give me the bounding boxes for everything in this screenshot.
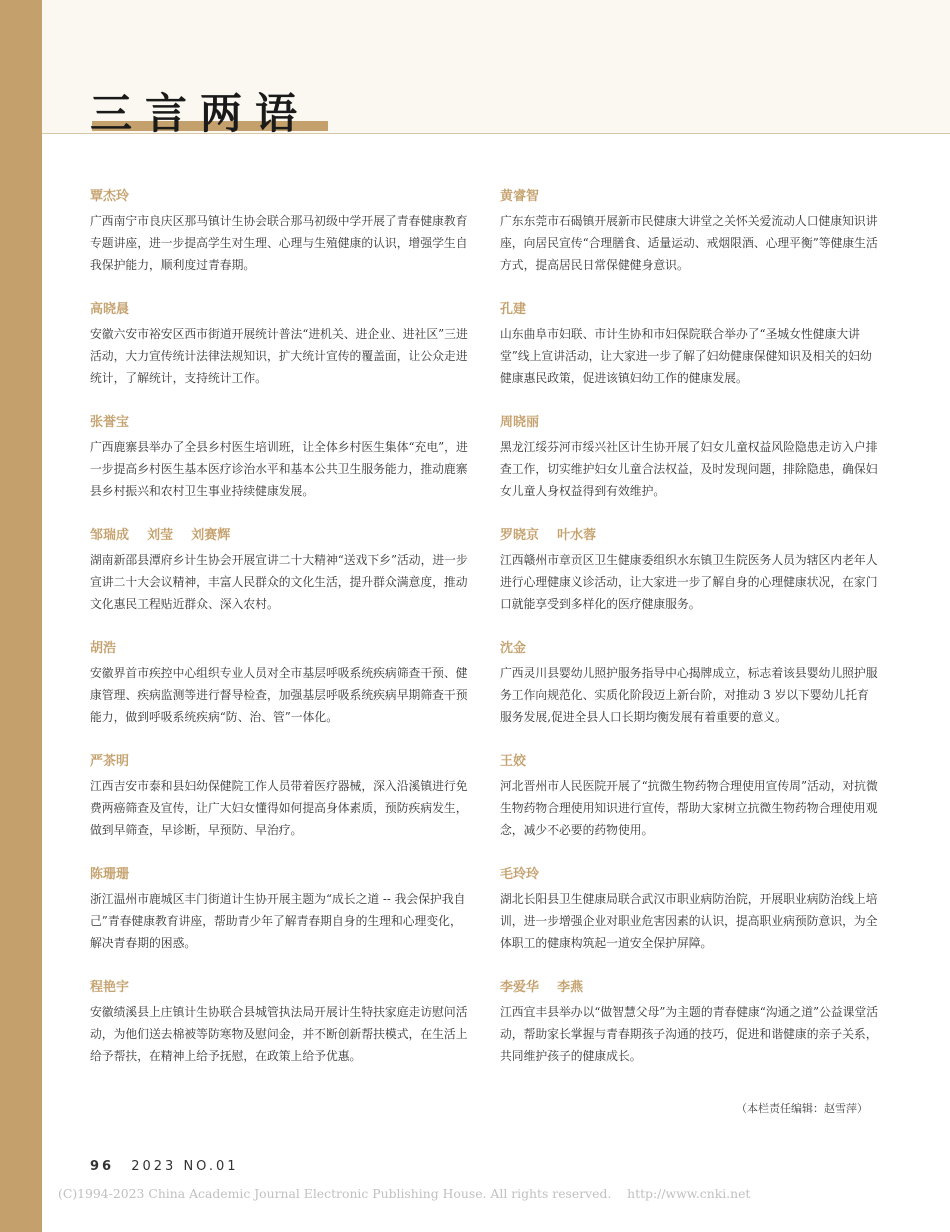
- news-entry: [90, 979, 470, 1092]
- news-entry: [90, 527, 470, 640]
- left-column: [90, 188, 470, 1092]
- entry-author: 罗晓京 叶水蓉: [500, 528, 597, 543]
- news-entry: [500, 640, 880, 753]
- entry-text: 黑龙江绥芬河市绥兴社区计生协开展了妇女儿童权益风险隐患走访入户排查工作，切实维护妇女儿童合法权益，及时发现问题，排除隐患，确保妇女儿童人身权益得到有效维护。: [500, 440, 878, 498]
- left-decorative-bar: [0, 0, 42, 1232]
- news-entry: [500, 866, 880, 979]
- news-entry: [90, 301, 470, 414]
- news-entry: [500, 753, 880, 866]
- entry-text: 江西赣州市章贡区卫生健康委组织水东镇卫生院医务人员为辖区内老年人进行心理健康义诊活动，让大家进一步了解自身的心理健康状况，在家门口就能享受到多样化的医疗健康服务。: [500, 553, 878, 611]
- entry-author: 李爱华 李燕: [500, 980, 584, 995]
- news-entry: [500, 979, 880, 1092]
- news-entry: [90, 753, 470, 866]
- entry-text: 山东曲阜市妇联、市计生协和市妇保院联合举办了“圣城女性健康大讲堂”线上宣讲活动，让大家进一步了解了妇幼健康保健知识及相关的妇幼健康惠民政策，促进该镇妇幼工作的健康发展。: [500, 327, 872, 385]
- news-entry: [90, 188, 470, 301]
- entry-author: 程艳宇: [90, 980, 130, 995]
- section-title: 三言两语: [90, 89, 311, 138]
- entry-text: 安徽界首市疾控中心组织专业人员对全市基层呼吸系统疾病筛查干预、健康管理、疾病监测等进行督导检查，加强基层呼吸系统疾病早期筛查干预能力，做到呼吸系统疾病“防、治、管”一体化。: [90, 666, 468, 724]
- news-entry: [500, 414, 880, 527]
- entry-text: 江西吉安市泰和县妇幼保健院工作人员带着医疗器械，深入沿溪镇进行免费两癌筛查及宣传，让广大妇女懂得如何提高身体素质，预防疾病发生，做到早筛查，早诊断，早预防、早治疗。: [90, 779, 468, 837]
- entry-author: 邹瑞成 刘莹 刘赛辉: [90, 528, 231, 543]
- entry-author: 沈金: [500, 641, 527, 656]
- entry-text: 安徽六安市裕安区西市街道开展统计普法“进机关、进企业、进社区”三进活动，大力宣传统计法律法规知识，扩大统计宣传的覆盖面，让公众走进统计，了解统计，支持统计工作。: [90, 327, 468, 385]
- entry-author: 高晓晨: [90, 302, 130, 317]
- entry-text: 湖南新邵县潭府乡计生协会开展宣讲二十大精神“送戏下乡”活动，进一步宣讲二十大会议精神，丰富人民群众的文化生活，提升群众满意度，推动文化惠民工程贴近群众、深入农村。: [90, 553, 468, 611]
- entry-text: 河北晋州市人民医院开展了“抗微生物药物合理使用宣传周”活动，对抗微生物药物合理使用知识进行宣传，帮助大家树立抗微生物药物合理使用观念，减少不必要的药物使用。: [500, 779, 878, 837]
- entry-text: 广西鹿寨县举办了全县乡村医生培训班，让全体乡村医生集体“充电”，进一步提高乡村医生基本医疗诊治水平和基本公共卫生服务能力，推动鹿寨县乡村振兴和农村卫生事业持续健康发展。: [90, 440, 468, 498]
- entry-text: 浙江温州市鹿城区丰门街道计生协开展主题为“成长之道 -- 我会保护我自己”青春健康教育讲座，帮助青少年了解青春期自身的生理和心理变化，解决青春期的困惑。: [90, 892, 466, 950]
- entry-author: 孔建: [500, 302, 527, 317]
- news-entry: [90, 866, 470, 979]
- entry-text: 安徽绩溪县上庄镇计生协联合县城管执法局开展计生特扶家庭走访慰问活动，为他们送去棉被等防寒物及慰问金，并不断创新帮扶模式，在生活上给予帮扶，在精神上给予抚慰，在政策上给予优惠。: [90, 1005, 468, 1063]
- page-footer: [90, 1158, 239, 1176]
- entry-text: 江西宜丰县举办以“做智慧父母”为主题的青春健康“沟通之道”公益课堂活动，帮助家长掌握与青春期孩子沟通的技巧，促进和谐健康的亲子关系，共同维护孩子的健康成长。: [500, 1005, 879, 1063]
- news-entry: [500, 527, 880, 640]
- entry-author: 黄睿智: [500, 189, 540, 204]
- copyright-watermark: (C)1994-2023 China Academic Journal Electronic Publishing House. All rights reserved. http://www.cnki.net: [58, 1186, 751, 1201]
- news-entry: [90, 414, 470, 527]
- news-entry: [500, 301, 880, 414]
- entry-text: 广东东莞市石碣镇开展新市民健康大讲堂之关怀关爱流动人口健康知识讲座，向居民宣传“合理膳食、适量运动、戒烟限酒、心理平衡”等健康生活方式，提高居民日常保健健身意识。: [500, 214, 878, 272]
- issue-label: 2023 NO.01: [131, 1159, 239, 1174]
- entry-author: 陈珊珊: [90, 867, 130, 882]
- entry-author: 周晓丽: [500, 415, 540, 430]
- entry-author: 毛玲玲: [500, 867, 540, 882]
- editor-note: （本栏责任编辑：赵雪萍）: [736, 1102, 868, 1115]
- page-number: 96: [90, 1159, 115, 1174]
- news-entry: [90, 640, 470, 753]
- news-entry: [500, 188, 880, 301]
- entry-text: 广西南宁市良庆区那马镇计生协会联合那马初级中学开展了青春健康教育专题讲座，进一步提高学生对生理、心理与生殖健康的认识，增强学生自我保护能力，顺利度过青春期。: [90, 214, 468, 272]
- right-column: [500, 188, 880, 1092]
- entry-author: 张誉宝: [90, 415, 130, 430]
- entry-author: 覃杰玲: [90, 189, 130, 204]
- entry-text: 广西灵川县婴幼儿照护服务指导中心揭牌成立，标志着该县婴幼儿照护服务工作向规范化、实质化阶段迈上新台阶，对推动 3 岁以下婴幼儿托育服务发展,促进全县人口长期均衡发展有着重要的意义。: [500, 666, 878, 724]
- entry-text: 湖北长阳县卫生健康局联合武汉市职业病防治院，开展职业病防治线上培训，进一步增强企业对职业危害因素的认识，提高职业病预防意识，为全体职工的健康构筑起一道安全保护屏障。: [500, 892, 878, 950]
- entry-author: 王姣: [500, 754, 527, 769]
- entry-author: 严茶明: [90, 754, 130, 769]
- entry-author: 胡浩: [90, 641, 117, 656]
